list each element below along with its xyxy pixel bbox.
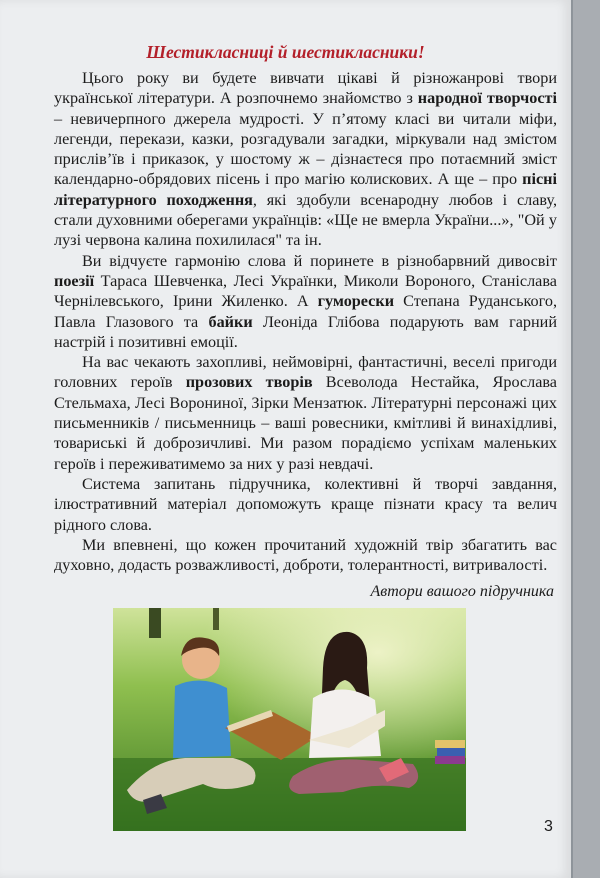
bold-term: гуморески (317, 292, 395, 311)
bold-term: прозових творів (185, 373, 313, 392)
text-run: На вас чекають захопливі, неймовірні, фантастичні, веселі пригоди головних героїв (54, 353, 557, 392)
bold-term: народної творчості (417, 89, 557, 108)
text-run: Степана Руданського, Павла Глазового та (54, 292, 557, 331)
bold-term: поезії (54, 271, 95, 290)
page-number: 3 (544, 818, 553, 835)
paragraph (54, 68, 557, 251)
text-run: – невичерпного джерела мудрості. У п’ятому класі ви читали міфи, легенди, перекази, казки, розгадували загадки, міркували над змістом прислів’їв і приказок, у шостому ж – дізнаєтеся про потаємний зміст календарно-обрядових пісень і про магію колискових. А ще – про (54, 109, 557, 189)
text-run: Цього року ви будете вивчати цікаві й різножанрові твори української літератури. А розпочнемо знайомство з (54, 69, 557, 108)
text-run: Система запитань підручника, колективні й творчі завдання, ілюстративний матеріал допоможуть краще пізнати красу та велич рідного слова. (54, 474, 557, 534)
paragraph (54, 474, 557, 535)
paragraph (54, 251, 557, 352)
authors-signature: Автори вашого підручника (370, 583, 554, 600)
page-title: Шестикласниці й шестикласники! (146, 42, 425, 62)
bold-term: байки (208, 312, 253, 331)
text-run: Тараса Шевченка, Лесі Українки, Миколи Вороного, Станіслава Чернілевського, Ірини Жиленко. А (54, 271, 557, 311)
body-text (54, 68, 557, 575)
children-reading-photo (113, 608, 466, 831)
paragraph (54, 535, 557, 576)
text-run: Леоніда Глібова подарують вам гарний настрій і позитивні емоції. (54, 312, 557, 351)
text-run: Всеволода Нестайка, Ярослава Стельмаха, Лесі Ворониної, Зірки Мензатюк. Літературні персонажі цих письменників / письменниць – ваші ровесники, кмітливі й винахідливі, товариські й доброзичливі. Ми разом порадіємо успіхам маленьких героїв і переживатимемо за них у разі невдачі. (54, 373, 557, 473)
text-run: Ми впевнені, що кожен прочитаний художній твір збагатить вас духовно, додасть розважливості, доброти, толерантності, витривалості. (54, 535, 557, 575)
paragraph (54, 352, 557, 474)
text-run: Ви відчуєте гармонію слова й поринете в різнобарвний дивосвіт (82, 251, 557, 270)
text-run: , які здобули всенародну любов і славу, стали духовними оберегами українців: «Ще не вмерла України...», "Ой у лузі червона калина похилилася" та ін. (54, 190, 557, 250)
bold-term: пісні літературного походження (54, 170, 557, 209)
